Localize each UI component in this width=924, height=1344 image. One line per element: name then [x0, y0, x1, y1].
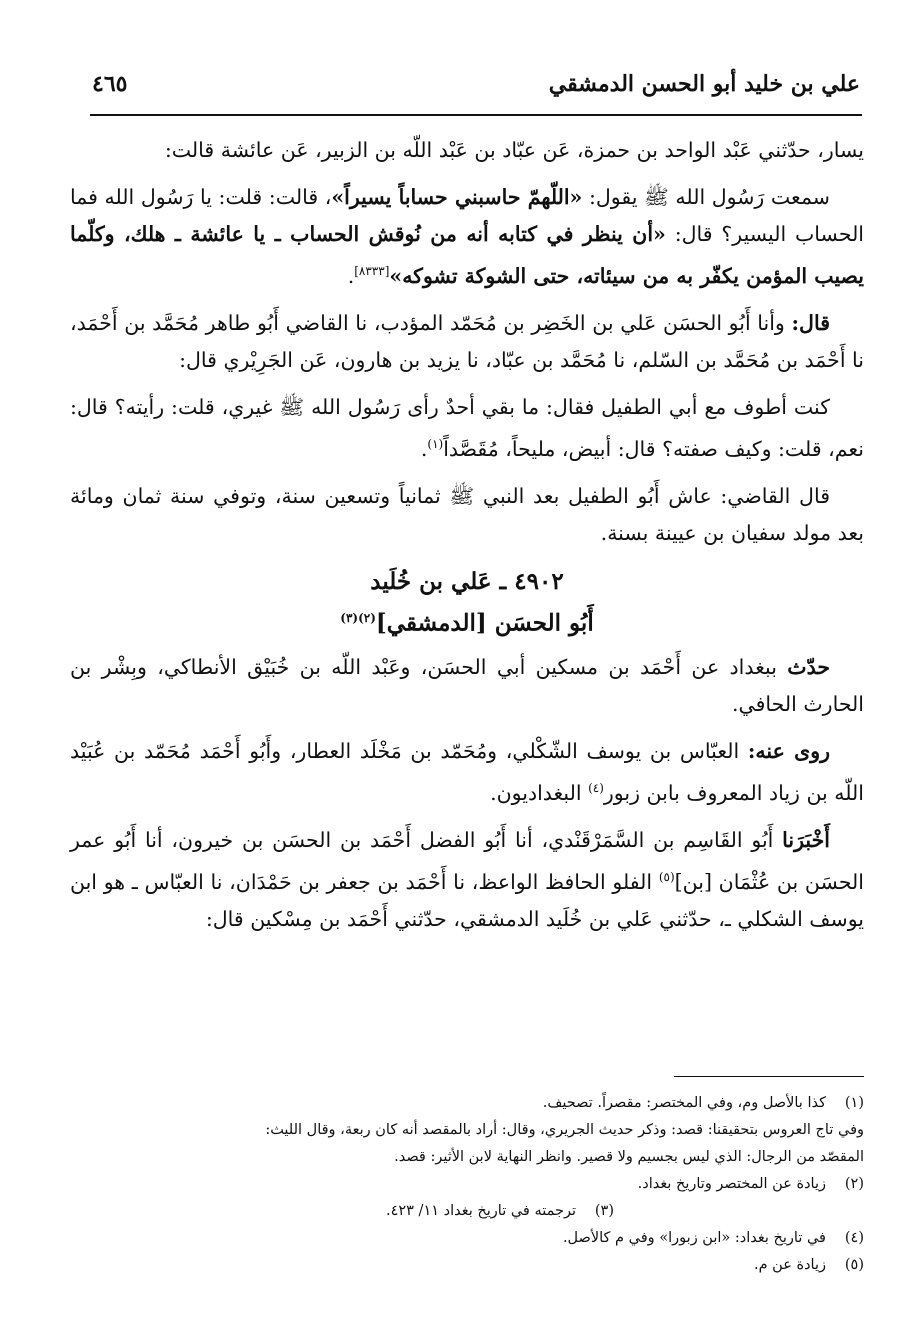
main-text [70, 132, 864, 948]
running-title: علي بن خليد أبو الحسن الدمشقي [548, 71, 860, 97]
footnote-1-continued-2: المقصّد من الرجال: الذي ليس بجسيم ولا قصير. وانظر النهاية لابن الأثير: قصد. [394, 1149, 864, 1165]
paragraph-isnad: قال: وأنا أَبُو الحسَن عَلي بن الخَضِر بن مُحَمّد المؤدب، نا القاضي أَبُو طاهر مُحَمَّد بن أَحْمَد، نا أَحْمَد بن مُحَمَّد بن السّلم، نا مُحَمَّد بن عبّاد، نا يزيد بن هارون، عَن الجَرِيْري قال: [70, 310, 864, 372]
keyword-rawa: روى عنه: [747, 739, 830, 764]
paragraph-rawa: روى عنه: العبّاس بن يوسف الشّكْلي، ومُحَمّد بن مَخْلَد العطار، وأَبُو أَحْمَد مُحَمّد بن عُبَيْد اللّه بن زياد المعروف بابن زبور$^{(٤)}$ البغداديون. [70, 739, 864, 806]
footnote-1: (١) كذا بالأصل وم، وفي المختصر: مقصراً. تصحيف. [542, 1095, 864, 1111]
keyword-qal: قال: [791, 310, 830, 335]
footnote-2: (٢) زيادة عن المختصر وتاريخ بغداد. [637, 1176, 864, 1192]
footnote-5: (٥) زيادة عن م. [753, 1257, 864, 1273]
page-header [92, 58, 860, 110]
footnote-row-3 [70, 1198, 864, 1225]
footnote-ref-4: (٤) [588, 781, 604, 796]
paragraph-haddath: حدّث ببغداد عن أَحْمَد بن مسكين أبي الحسَن، وعَبْد اللّه بن خُبَيْق الأنطاكي، وبِشْر بن الحارث الحافي. [70, 655, 864, 717]
footnote-1-continued: وفي تاج العروس بتحقيقنا: قصد: وذكر حديث الجريري، وقال: أراد بالمقصد أنه كان ربعة، وقال الليث: [265, 1122, 864, 1138]
footnote-row-2-3 [70, 1171, 864, 1198]
footnote-3: (٣) ترجمته في تاريخ بغداد ١١/ ٤٢٣. [385, 1203, 614, 1219]
footnote-rule [674, 1076, 864, 1077]
entry-heading [70, 564, 864, 642]
hadith-quote-2: «أن ينظر في كتابه أنه من نُوقش الحساب ـ يا عائشة ـ هلك، وكلّما يصيب المؤمن يكفّر به من سيئاته، حتى الشوكة تشوكه» [70, 222, 864, 288]
footnotes [70, 1090, 864, 1279]
paragraph-tufayl: كنت أطوف مع أبي الطفيل فقال: ما بقي أحدٌ رأى رَسُول الله ﷺ غيري، قلت: رأيته؟ قال: نعم، قلت: وكيف صفته؟ قال: أبيض، مليحاً، مُقَصَّداً$^{(١)}$. [70, 394, 864, 461]
entry-heading-line1: ٤٩٠٢ ـ عَلي بن خُلَيد [370, 567, 564, 595]
hadith-number: [٨٣٣٣] [354, 264, 390, 278]
footnote-ref-5: (٥) [658, 870, 675, 885]
keyword-haddath: حدّث [787, 655, 830, 680]
footnote-ref-1: (١) [427, 436, 444, 451]
footnote-refs-2-3: (٢)(٣) [340, 610, 376, 625]
page-number: ٤٦٥ [92, 71, 128, 97]
footnote-4: (٤) في تاريخ بغداد: «ابن زبورا» وفي م كالأصل. [562, 1230, 864, 1246]
keyword-akhbarana: أَخْبَرَنا [782, 828, 830, 853]
paragraph-1: يسار، حدّثني عَبْد الواحد بن حمزة، عَن عبّاد بن عَبْد اللّه بن الزبير، عَن عائشة قالت: [164, 138, 864, 162]
header-rule [90, 114, 862, 116]
paragraph-akhbarana: أَخْبَرَنا أَبُو القَاسِم بن السَّمَرْقَنْدي، أنا أَبُو الفضل أَحْمَد بن الحسَن بن خيرون، أنا أَبُو عمر الحسَن بن عُثْمَان [بن]$^{(٥)}$ الفلو الحافظ الواعظ، نا أَحْمَد بن جعفر بن حَمْدَان، نا العبّاس ـ هو ابن يوسف الشكلي ـ، حدّثني عَلي بن خُلَيد الدمشقي، حدّثني أَحْمَد بن مِسْكين قال: [70, 828, 864, 931]
paragraph-hadith: سمعت رَسُول الله ﷺ يقول: «اللّهمّ حاسبني حساباً يسيراً»، قالت: قلت: يا رَسُول الله فما الحساب اليسير؟ قال: «أن ينظر في كتابه أنه من نُوقش الحساب ـ يا عائشة ـ هلك، وكلّما يصيب المؤمن يكفّر به من سيئاته، حتى الشوكة تشوكه»[٨٣٣٣]. [70, 185, 865, 288]
hadith-quote-1: «اللّهمّ حاسبني حساباً يسيراً» [331, 185, 583, 209]
entry-heading-line2: أَبُو الحسَن [الدمشقي] [375, 609, 594, 637]
paragraph-qadi: قال القاضي: عاش أَبُو الطفيل بعد النبي ﷺ ثمانياً وتسعين سنة، وتوفي سنة ثمان ومائة بعد مولد سفيان بن عيينة بسنة. [70, 483, 864, 545]
